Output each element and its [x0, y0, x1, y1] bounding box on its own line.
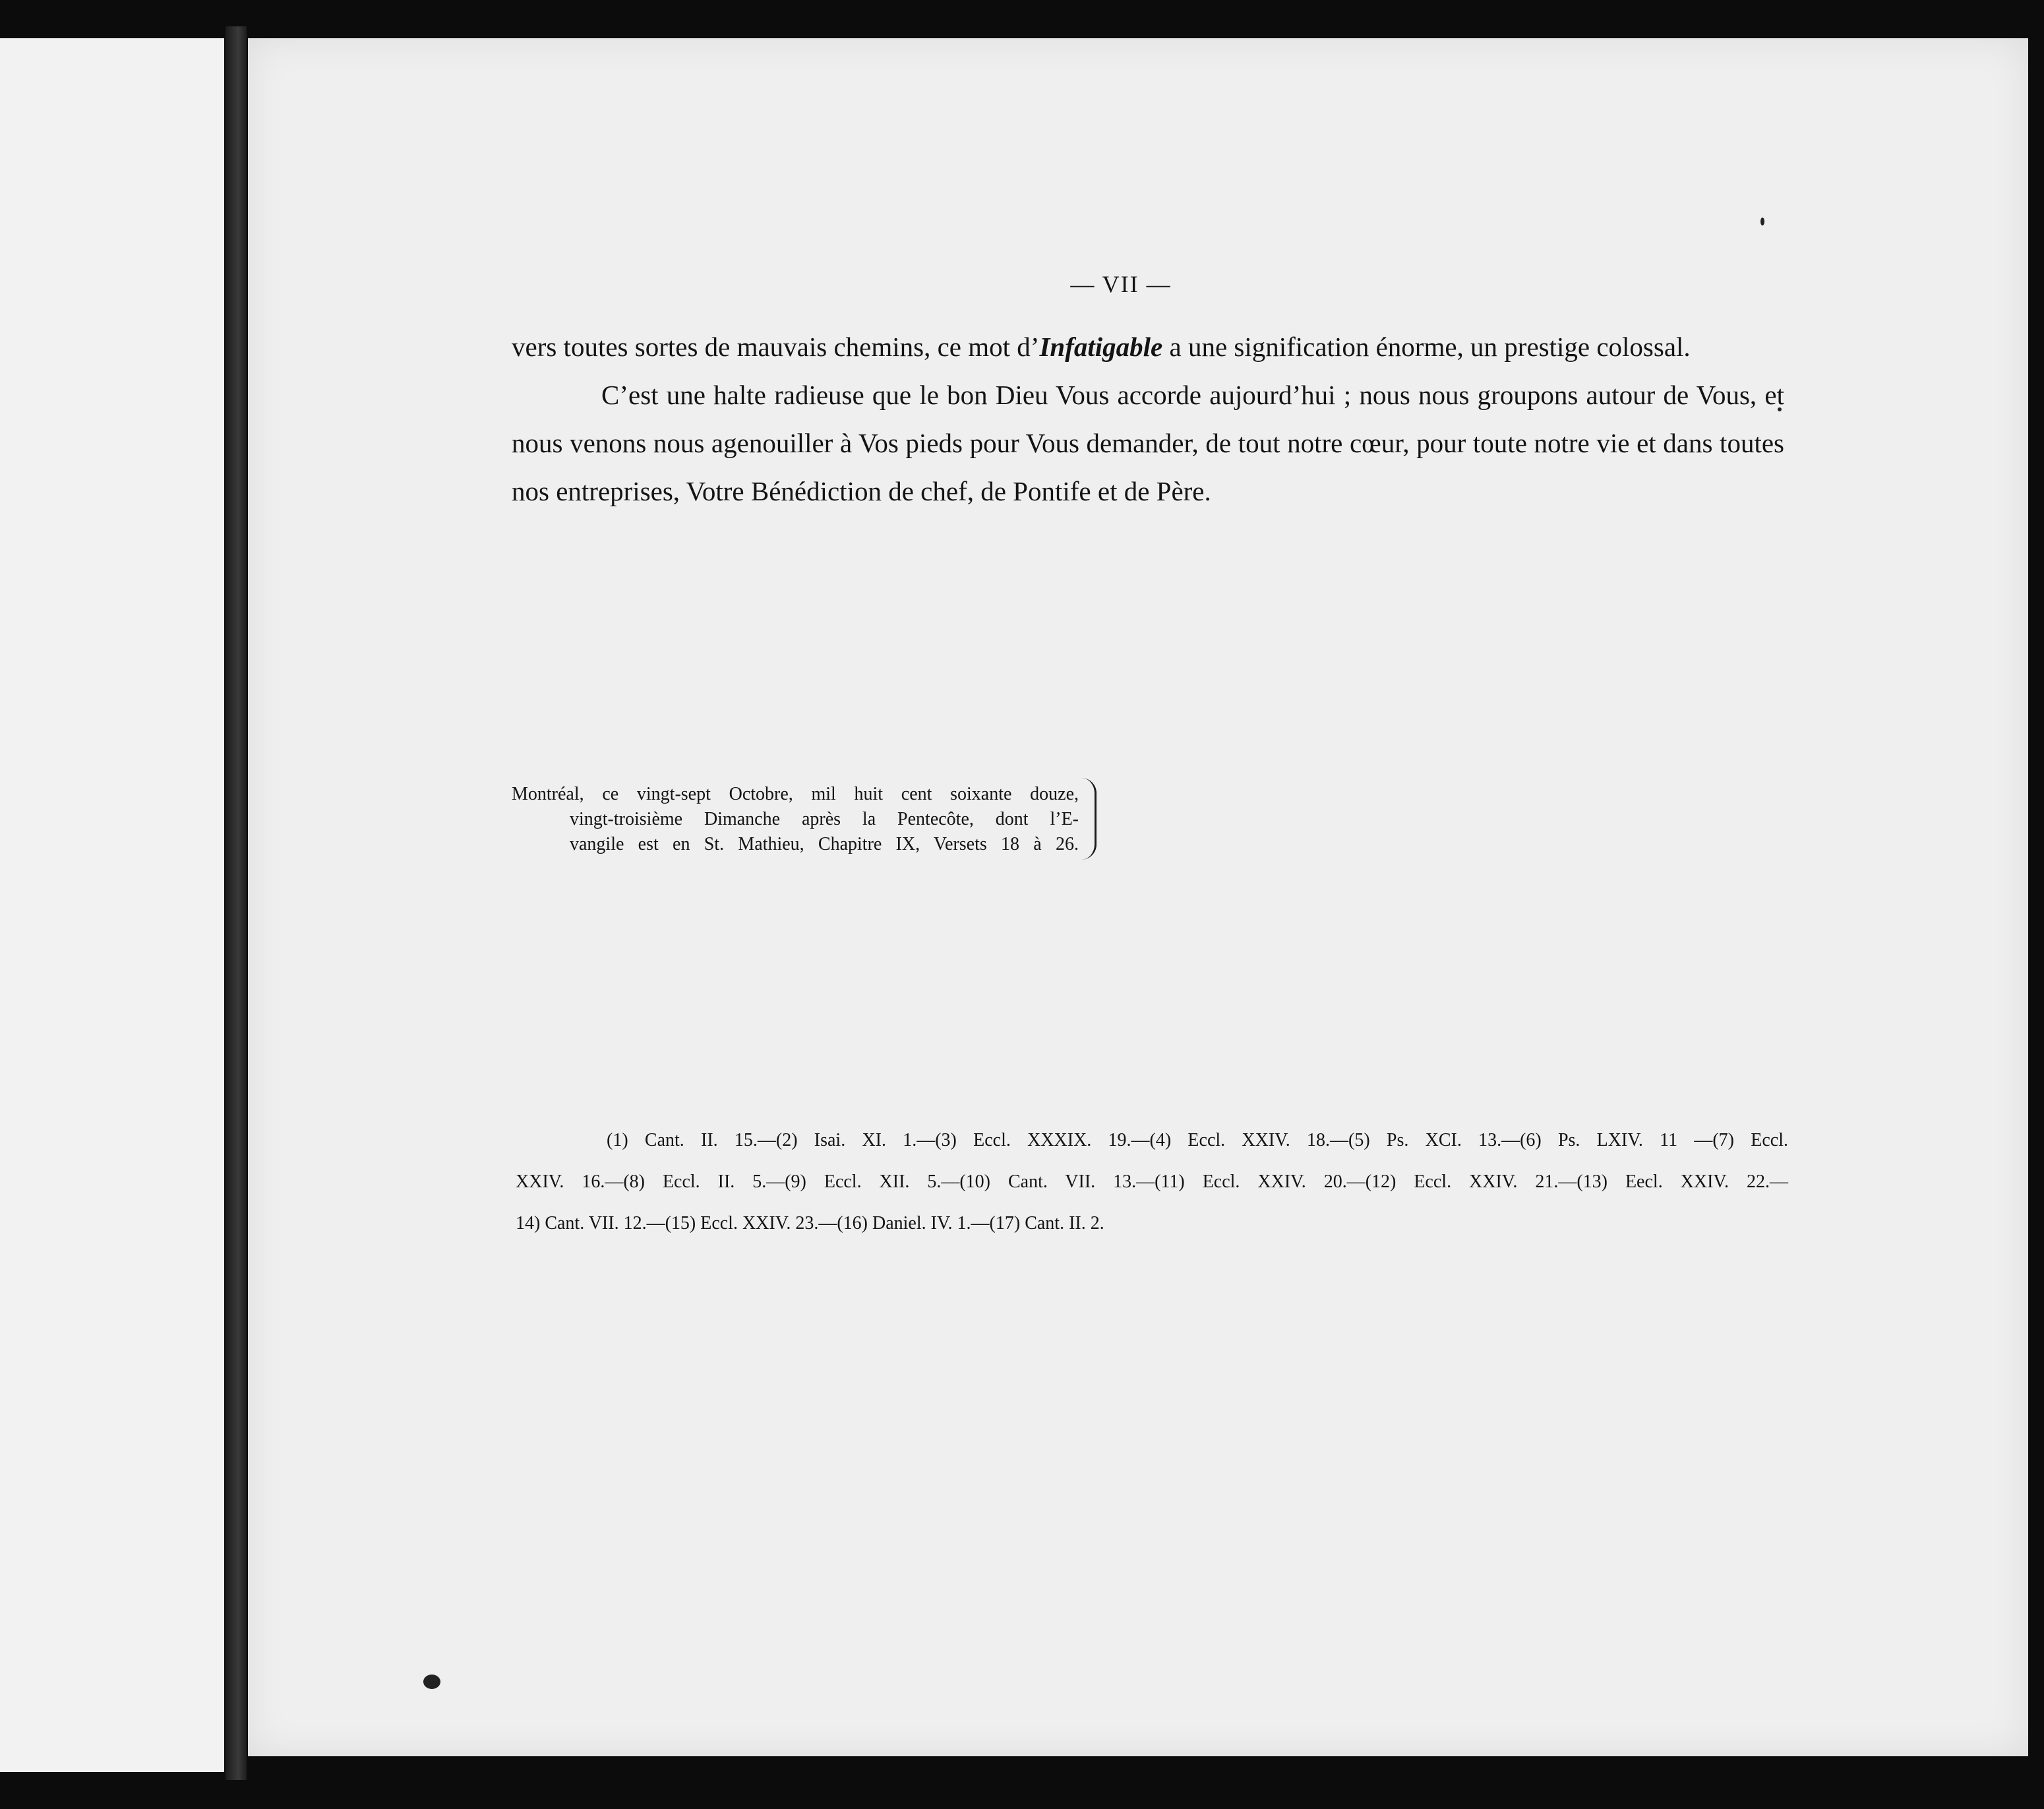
paragraph-1-before: vers toutes sortes de mauvais chemins, ce mot d’	[512, 332, 1040, 362]
dateline-brace	[1081, 778, 1097, 860]
footnote-line-3: 14) Cant. VII. 12.—(15) Eccl. XXIV. 23.—(16) Daniel. IV. 1.—(17) Cant. II. 2.	[516, 1213, 1104, 1233]
left-page	[0, 38, 224, 1772]
footnotes	[516, 1119, 1788, 1244]
book-spine	[225, 26, 247, 1780]
paragraph-1	[512, 323, 1784, 371]
footnote-line-1: (1) Cant. II. 15.—(2) Isai. XI. 1.—(3) Eccl. XXXIX. 19.—(4) Eccl. XXIV. 18.—(5) Ps. XCI. 13.—(6) Ps. LXIV. 11 —(7) Eccl.	[607, 1130, 1788, 1150]
footnote-line-2: XXIV. 16.—(8) Eccl. II. 5.—(9) Eccl. XII. 5.—(10) Cant. VII. 13.—(11) Eccl. XXIV. 20.—(12) Eccl. XXIV. 21.—(13) Eecl. XXIV. 22.—	[516, 1171, 1788, 1192]
paragraph-2: C’est une halte radieuse que le bon Dieu Vous accorde aujourd’hui ; nous nous groupons autour de Vous, et nous venons nous agenouiller à Vos pieds pour Vous demander, de tout notre cœur, pour toute notre vie et dans toutes nos entreprises, Votre Bénédiction de chef, de Pontife et de Père.	[512, 380, 1784, 506]
dateline-line-2: vingt-troisième Dimanche après la Pentecôte, dont l’E-	[570, 809, 1079, 829]
body-text	[512, 323, 1784, 516]
page-folio: — VII —	[1070, 271, 1172, 297]
ink-speck	[423, 1675, 440, 1689]
emphasis-infatigable: Infatigable	[1039, 332, 1163, 362]
dateline-line-1: Montréal, ce vingt-sept Octobre, mil huit cent soixante douze,	[512, 784, 1079, 804]
dateline	[512, 782, 1105, 857]
paragraph-1-after: a une signification énorme, un prestige colossal.	[1162, 332, 1691, 362]
ink-speck	[1760, 218, 1764, 225]
dateline-line-3: vangile est en St. Mathieu, Chapitre IX, Versets 18 à 26.	[570, 834, 1079, 854]
